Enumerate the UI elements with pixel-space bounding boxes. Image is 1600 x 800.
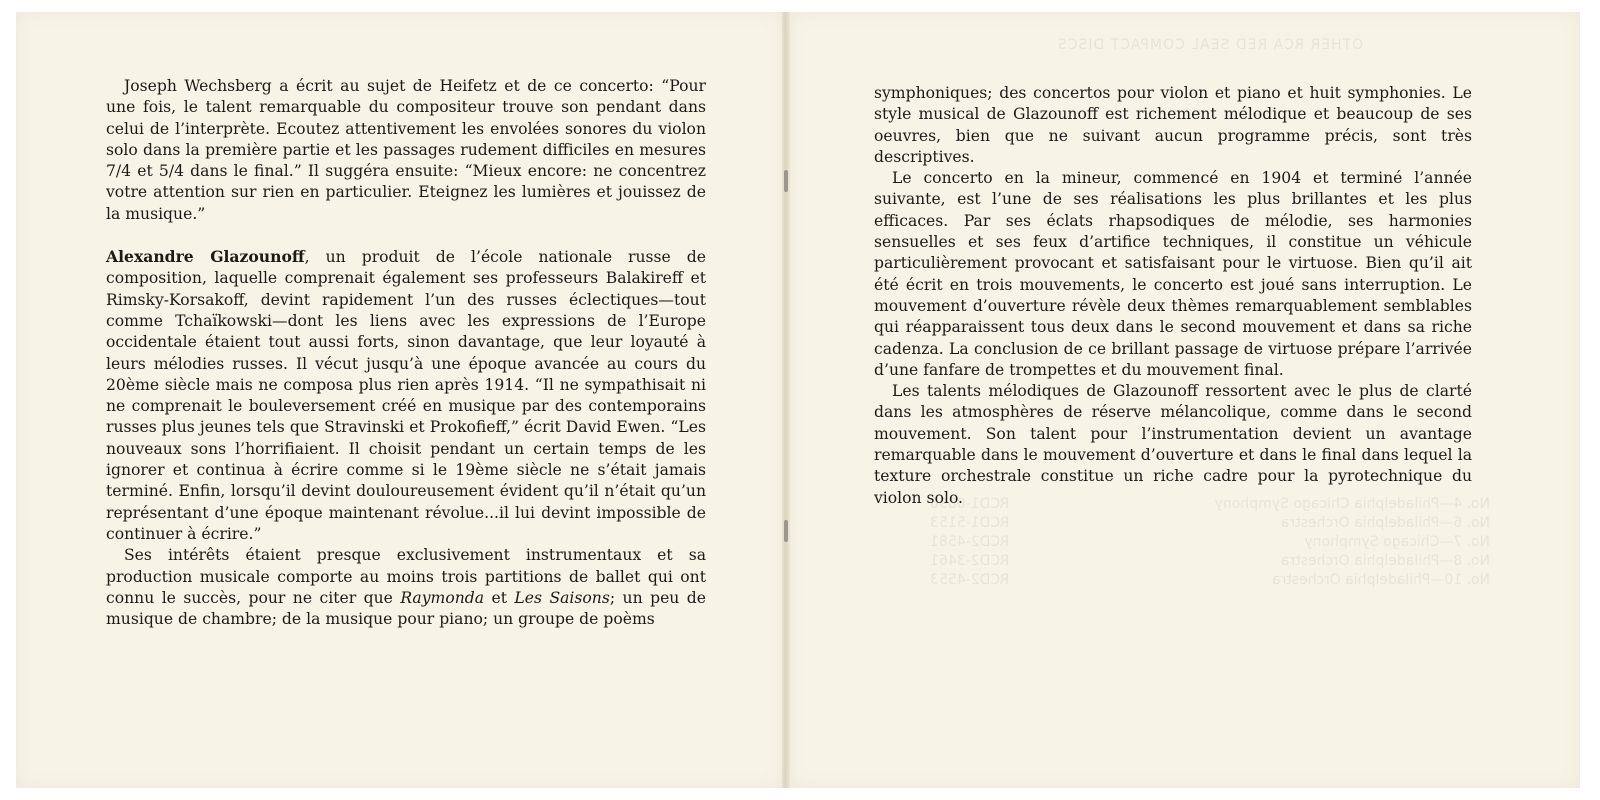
left-paragraph-2 [106, 246, 706, 545]
staple-top [784, 170, 788, 192]
left-paragraph-3-end: ; un peu de musique de chambre; de la musique pour piano; un groupe de poèms [106, 588, 706, 629]
booklet-gutter [782, 12, 790, 788]
left-paragraph-3 [106, 545, 706, 630]
work-title-les-saisons: Les Saisons [514, 588, 610, 607]
left-paragraph-1: Joseph Wechsberg a écrit au sujet de Heifetz et de ce concerto: “Pour une fois, le talent remarquable du compositeur trouve son pendant dans celui de l’interprète. Ecoutez attentivement les envolées sonores du violon solo dans la première partie et les passages rudement difficiles en mesures 7/4 et 5/4 dans le final.” Il suggéra ensuite: “Mieux encore: ne concentrez votre attention sur rien en particulier. Eteignez les lumières et jouissez de la musique.” [106, 77, 706, 223]
show-through-row: No. 7—Chicago Symphony RCD2-4581 [930, 534, 1490, 550]
show-through-row: No. 6—Philadelphia Orchestra RCD1-5153 [930, 515, 1490, 531]
right-page [790, 12, 1580, 788]
composer-name: Alexandre Glazounoff [106, 247, 305, 267]
show-through-row: No. 10—Philadelphia Orchestra RCD2-4553 [930, 572, 1490, 588]
right-paragraph-3: Les talents mélodiques de Glazounoff ressortent avec le plus de clarté dans les atmosphères de réserve mélancolique, comme dans le second mouvement. Son talent pour l’instrumentation devient un avantage remarquable dans le mouvement d’ouverture et dans le final dans lequel la texture orchestrale constitue un riche cadre pour la pyrotechnique du violon solo. [874, 382, 1472, 507]
left-paragraph-3-start: Ses intérêts étaient presque exclusivement instrumentaux et sa production musicale comporte au moins trois partitions de ballet qui ont connu le succès, pour ne citer que [106, 546, 706, 607]
show-through-row: No. 4—Philadelphia Chicago Symphony RCD1-0896 [930, 496, 1490, 512]
left-paragraph-3-conjunction: et [484, 588, 515, 607]
right-page-text [874, 83, 1472, 509]
show-through-row: No. 8—Philadelphia Orchestra RCD2-3461 [930, 553, 1490, 569]
staple-bottom [784, 520, 788, 542]
right-paragraph-2: Le concerto en la mineur, commencé en 1904 et terminé l’année suivante, est l’une de ses réalisations les plus brillantes et les plus efficaces. Par ses éclats rhapsodiques de mélodie, ses harmonies sensuelles et ses feux d’artifice techniques, il constitue un véhicule particulièrement provocant et satisfaisant pour le virtuose. Bien qu’il ait été écrit en trois mouvements, le concerto est joué sans interruption. Le mouvement d’ouverture révèle deux thèmes remarquablement semblables qui réapparaissent tous deux dans le second mouvement et dans sa riche cadenza. La conclusion de ce brillant passage de virtuose prépare l’arrivée d’une fanfare de trompettes et du mouvement final. [874, 169, 1472, 379]
work-title-raymonda: Raymonda [400, 588, 485, 607]
left-page [16, 12, 782, 788]
left-page-text [106, 76, 706, 630]
left-paragraph-2-body: , un produit de l’école nationale russe de composition, laquelle comprenait également ses professeurs Balakireff et Rimsky-Korsakoff, devint rapidement l’un des russes éclectiques—tout comme Tchaïkowski—dont les liens avec les expressions de l’Europe occidentale étaient tout aussi forts, sinon davantage, que leur loyauté à leurs mélodies russes. Il vécut jusqu’à une époque avancée au cours du 20ème siècle mais ne composa plus rien après 1914. “Il ne sympathisait ni ne comprenait le bouleversement créé en musique par des contemporains russes plus jeunes tels que Stravinski et Prokofieff,” écrit David Ewen. “Les nouveaux sons l’horrifiaient. Il choisit pendant un certain temps de les ignorer et continua à écrire comme si le 19ème siècle ne s’était jamais terminé. Enfin, lorsqu’il devint douloureusement évident qu’il n’était qu’un représentant d’une époque maintenant révolue...il lui devint impossible de continuer à écrire.” [106, 248, 706, 543]
show-through-title: OTHER RCA RED SEAL COMPACT DISCS [1056, 37, 1364, 53]
right-paragraph-1: symphoniques; des concertos pour violon et piano et huit symphonies. Le style musical de Glazounoff est richement mélodique et beaucoup de ses oeuvres, bien que ne suivant aucun programme précis, sont très descriptives. [874, 84, 1472, 166]
